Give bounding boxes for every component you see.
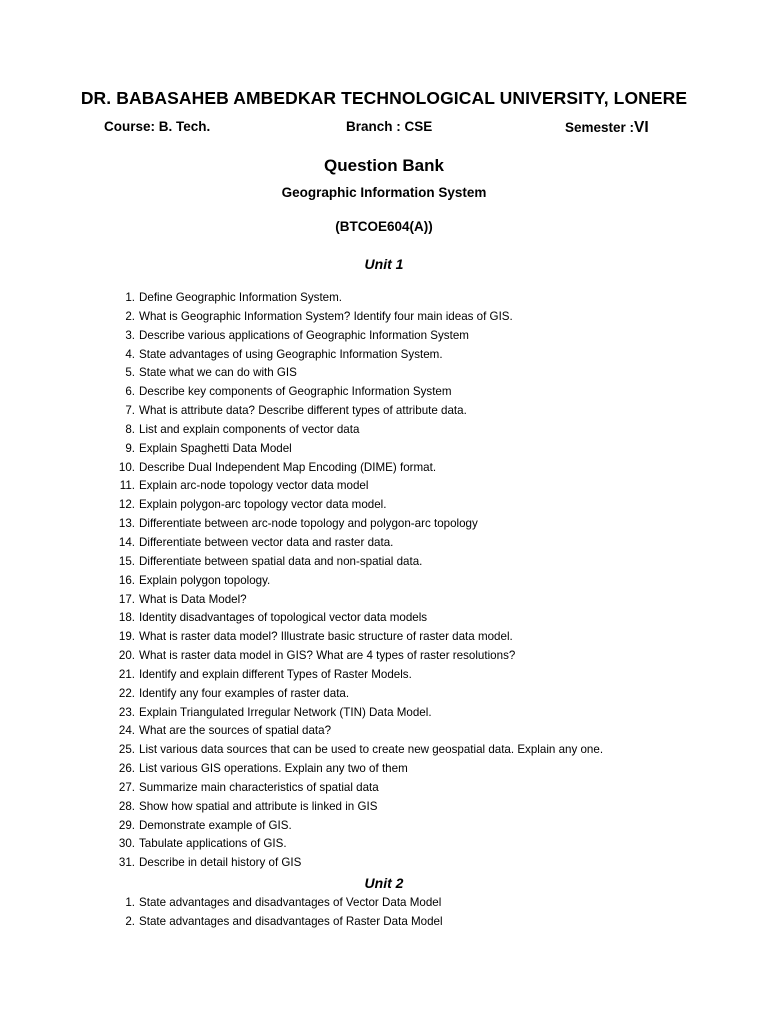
question-text: Identify any four examples of raster data. [139,686,350,700]
question-number: 12. [118,498,135,512]
university-name: DR. BABASAHEB AMBEDKAR TECHNOLOGICAL UNIVERSITY, LONERE [80,88,688,108]
question-text: What are the sources of spatial data? [139,724,332,738]
question-text: Explain Triangulated Irregular Network (TIN) Data Model. [139,705,432,719]
question-text: Summarize main characteristics of spatial data [139,780,379,794]
question-item [0,894,768,913]
question-number: 24. [118,724,135,738]
question-item [0,835,768,854]
question-text: Describe in detail history of GIS [139,856,302,870]
unit-2-heading: Unit 2 [364,875,404,891]
question-text: What is attribute data? Describe different types of attribute data. [139,404,467,418]
question-text: State what we can do with GIS [139,366,297,380]
question-item [0,553,768,572]
question-number: 16. [118,573,135,587]
question-number: 23. [118,705,135,719]
question-text: List various data sources that can be used to create new geospatial data. Explain any one. [139,743,604,757]
question-text: Describe various applications of Geographic Information System [139,328,469,342]
question-text: State advantages and disadvantages of Vector Data Model [139,896,442,909]
question-item [0,346,768,365]
question-text: Identity disadvantages of topological vector data models [139,611,428,625]
question-item [0,402,768,421]
question-number: 19. [118,630,135,644]
question-item [0,515,768,534]
question-item [0,289,768,308]
question-item [0,666,768,685]
question-number: 6. [125,385,135,399]
question-item [0,496,768,515]
question-item [0,760,768,779]
question-number: 1. [125,291,135,304]
question-text: Explain polygon-arc topology vector data model. [139,498,387,512]
question-number: 4. [125,347,135,361]
question-number: 7. [125,404,135,418]
question-item [0,913,768,932]
branch-label: Branch : CSE [346,119,433,134]
subject-code: (BTCOE604(A)) [335,219,433,234]
question-item [0,609,768,628]
question-item [0,741,768,760]
question-item [0,704,768,723]
question-text: Differentiate between arc-node topology and polygon-arc topology [139,517,478,531]
unit-2-question-list [0,894,768,932]
question-item [0,327,768,346]
question-number: 29. [118,818,135,832]
question-number: 11. [119,479,135,493]
question-number: 9. [125,441,135,455]
question-number: 31. [118,856,135,870]
question-item [0,421,768,440]
question-item [0,854,768,873]
question-text: Differentiate between vector data and raster data. [139,535,394,549]
question-number: 22. [118,686,135,700]
question-number: 28. [118,799,135,813]
question-item [0,572,768,591]
question-text: List and explain components of vector data [139,422,360,436]
question-text: Define Geographic Information System. [139,291,342,304]
question-text: Describe Dual Independent Map Encoding (DIME) format. [139,460,437,474]
question-text: State advantages of using Geographic Information System. [139,347,443,361]
question-number: 3. [125,328,135,342]
question-number: 2. [125,914,135,928]
question-number: 18. [118,611,135,625]
question-number: 2. [125,309,135,323]
document-title: Question Bank [324,156,444,175]
semester-label-text: Semester : [565,120,635,135]
question-text: State advantages and disadvantages of Raster Data Model [139,914,443,928]
question-text: Demonstrate example of GIS. [139,818,292,832]
question-number: 25. [118,743,135,757]
question-text: Identify and explain different Types of Raster Models. [139,667,412,681]
subject-name: Geographic Information System [281,185,487,200]
question-item [0,628,768,647]
question-text: Explain polygon topology. [139,573,271,587]
question-text: What is Geographic Information System? Identify four main ideas of GIS. [139,309,513,323]
question-item [0,534,768,553]
question-item [0,477,768,496]
course-label: Course: B. Tech. [104,119,211,134]
question-number: 21. [118,667,135,681]
question-number: 5. [125,366,135,380]
question-number: 26. [118,762,135,776]
question-item [0,779,768,798]
question-item [0,591,768,610]
question-item [0,685,768,704]
question-item [0,817,768,836]
semester-label [565,119,649,137]
question-number: 27. [118,780,135,794]
question-item [0,798,768,817]
question-number: 1. [125,896,135,909]
question-text: Differentiate between spatial data and non-spatial data. [139,554,423,568]
unit-1-question-list [0,289,768,873]
question-item [0,459,768,478]
question-item [0,647,768,666]
question-text: Explain arc-node topology vector data model [139,479,369,493]
question-text: List various GIS operations. Explain any two of them [139,762,408,776]
question-number: 14. [118,535,135,549]
question-number: 30. [118,837,135,851]
question-number: 10. [118,460,135,474]
question-number: 17. [118,592,135,606]
question-number: 13. [118,517,135,531]
question-item [0,308,768,327]
question-number: 20. [118,649,135,663]
question-text: What is Data Model? [139,592,247,606]
question-item [0,722,768,741]
question-number: 8. [125,422,135,436]
question-item [0,364,768,383]
question-item [0,383,768,402]
unit-1-heading: Unit 1 [364,256,404,272]
question-text: What is raster data model? Illustrate basic structure of raster data model. [139,630,513,644]
question-item [0,440,768,459]
question-number: 15. [118,554,135,568]
question-text: Tabulate applications of GIS. [139,837,287,851]
question-text: Explain Spaghetti Data Model [139,441,292,455]
question-text: What is raster data model in GIS? What are 4 types of raster resolutions? [139,649,516,663]
semester-value: VI [634,119,649,136]
question-text: Show how spatial and attribute is linked in GIS [139,799,378,813]
question-text: Describe key components of Geographic Information System [139,385,452,399]
